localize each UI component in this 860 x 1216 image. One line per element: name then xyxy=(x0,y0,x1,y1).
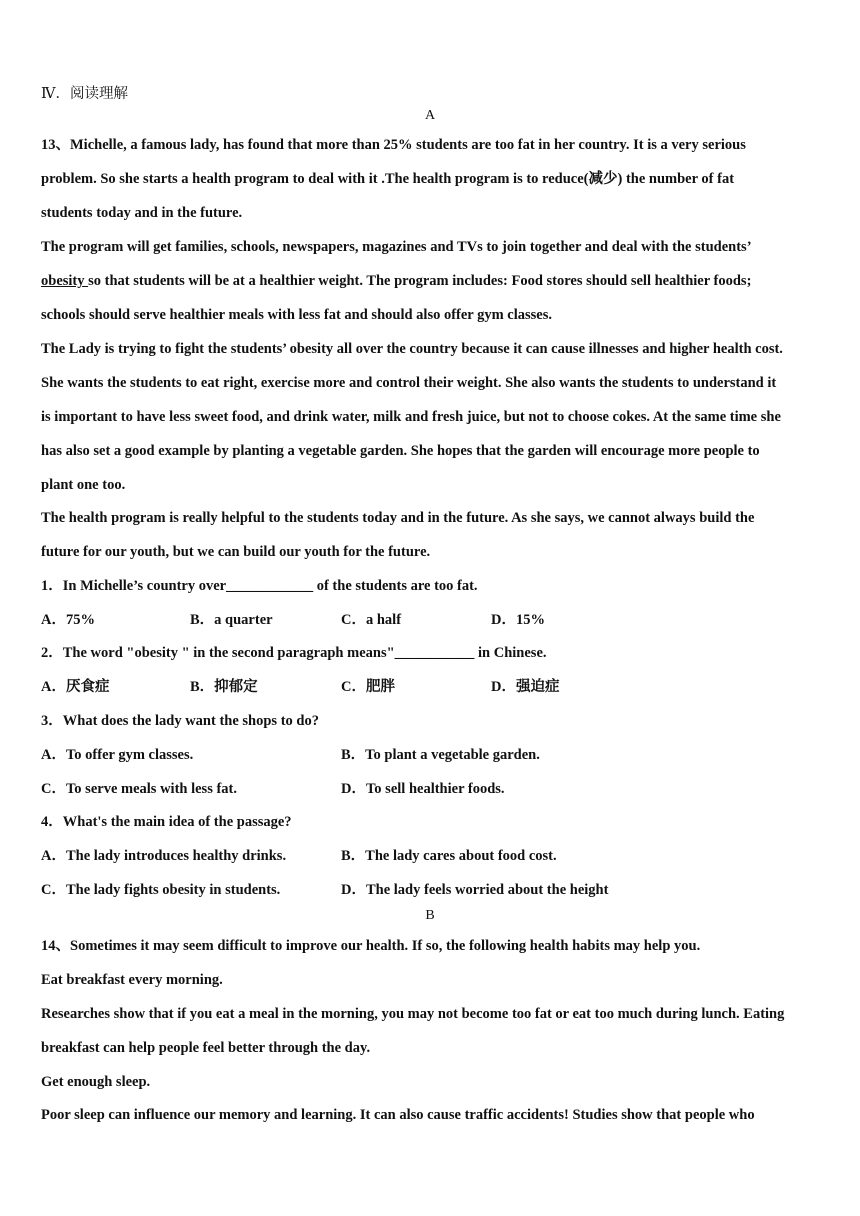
underlined-word: obesity xyxy=(41,273,89,289)
question-stem: 1．In Michelle’s country over____________ of the students are too fat. xyxy=(41,578,478,594)
passage-a-line: plant one too. xyxy=(41,477,126,493)
passage-a-line: 13、Michelle, a famous lady, has found that more than 25% students are too fat in her country. It is a very serious xyxy=(41,137,746,153)
option-d[interactable]: D．To sell healthier foods. xyxy=(341,781,505,797)
passage-a-line: schools should serve healthier meals with less fat and should also offer gym classes. xyxy=(41,307,553,323)
passage-a-line xyxy=(41,272,751,290)
option-a[interactable]: A．To offer gym classes. xyxy=(41,747,194,763)
section-title: Ⅳ．阅读理解 xyxy=(41,86,128,102)
question-stem: 3．What does the lady want the shops to do? xyxy=(41,713,319,729)
option-a[interactable]: A．75% xyxy=(41,612,95,628)
question-stem: 4．What's the main idea of the passage? xyxy=(41,814,292,830)
passage-a-line-rest: so that students will be at a healthier weight. The program includes: Food stores should sell healthier foods; xyxy=(88,273,752,289)
passage-b-line: Researches show that if you eat a meal in the morning, you may not become too fat or eat too much during lunch. Eating xyxy=(41,1006,785,1022)
option-d[interactable]: D．15% xyxy=(491,612,545,628)
passage-a-line: problem. So she starts a health program to deal with it .The health program is to reduce(减少) the number of fat xyxy=(41,171,735,187)
passage-b-line: Get enough sleep. xyxy=(41,1074,151,1090)
option-a[interactable]: A．厌食症 xyxy=(41,679,110,695)
option-c[interactable]: C．To serve meals with less fat. xyxy=(41,781,237,797)
passage-b-label: B xyxy=(425,908,435,923)
passage-a-line: has also set a good example by planting a vegetable garden. She hopes that the garden will encourage more people to xyxy=(41,443,760,459)
option-c[interactable]: C．The lady fights obesity in students. xyxy=(41,882,281,898)
option-b[interactable]: B．抑郁定 xyxy=(190,679,258,695)
option-b[interactable]: B．The lady cares about food cost. xyxy=(341,848,557,864)
passage-a-line: students today and in the future. xyxy=(41,205,243,221)
passage-b-line: 14、Sometimes it may seem difficult to improve our health. If so, the following health habits may help you. xyxy=(41,938,701,954)
passage-a-line: The health program is really helpful to the students today and in the future. As she says, we cannot always build the xyxy=(41,510,755,526)
option-a[interactable]: A．The lady introduces healthy drinks. xyxy=(41,848,287,864)
passage-b-line: Eat breakfast every morning. xyxy=(41,972,223,988)
passage-a-line: The program will get families, schools, newspapers, magazines and TVs to join together and deal with the students’ xyxy=(41,239,752,255)
option-b[interactable]: B．a quarter xyxy=(190,612,273,628)
option-c[interactable]: C．a half xyxy=(341,612,402,628)
option-c[interactable]: C．肥胖 xyxy=(341,679,395,695)
passage-a-line: The Lady is trying to fight the students’ obesity all over the country because it can cause illnesses and higher health cost. xyxy=(41,341,783,357)
passage-a-line: future for our youth, but we can build our youth for the future. xyxy=(41,544,431,560)
option-d[interactable]: D．The lady feels worried about the height xyxy=(341,882,609,898)
passage-a-line: is important to have less sweet food, and drink water, milk and fresh juice, but not to choose cokes. At the same time she xyxy=(41,409,781,425)
option-b[interactable]: B．To plant a vegetable garden. xyxy=(341,747,540,763)
passage-b-line: Poor sleep can influence our memory and learning. It can also cause traffic accidents! Studies show that people who xyxy=(41,1107,755,1123)
passage-a-label: A xyxy=(424,108,436,123)
option-d[interactable]: D．强迫症 xyxy=(491,679,560,695)
passage-a-line: She wants the students to eat right, exercise more and control their weight. She also wants the students to understand it xyxy=(41,375,777,391)
passage-b-line: breakfast can help people feel better through the day. xyxy=(41,1040,371,1056)
question-stem: 2．The word "obesity " in the second paragraph means"___________ in Chinese. xyxy=(41,645,547,661)
